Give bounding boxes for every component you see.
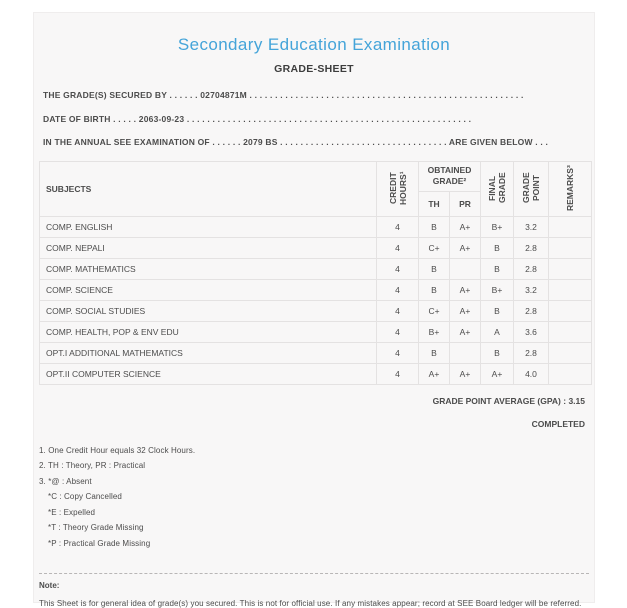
student-meta bbox=[43, 90, 585, 147]
table-row bbox=[40, 363, 592, 384]
remarks-cell bbox=[549, 258, 592, 279]
footnote: *C : Copy Cancelled bbox=[48, 492, 122, 501]
exam-suffix: ARE GIVEN BELOW . . . bbox=[448, 137, 549, 147]
th-grade-cell: B bbox=[419, 342, 450, 363]
status-badge: COMPLETED bbox=[531, 418, 585, 429]
remarks-cell bbox=[549, 363, 592, 384]
subject-cell: COMP. MATHEMATICS bbox=[40, 258, 377, 279]
dots: . . . . . bbox=[110, 113, 139, 124]
grade-point-cell: 2.8 bbox=[514, 342, 549, 363]
remarks-cell bbox=[549, 300, 592, 321]
secured-by-line bbox=[43, 90, 585, 100]
credit-cell: 4 bbox=[377, 342, 419, 363]
credit-cell: 4 bbox=[377, 363, 419, 384]
final-grade-cell: A+ bbox=[481, 363, 514, 384]
grade-point-cell: 3.6 bbox=[514, 321, 549, 342]
subject-cell: COMP. ENGLISH bbox=[40, 216, 377, 237]
note-label: Note: bbox=[39, 580, 60, 590]
table-row bbox=[40, 300, 592, 321]
header-row-1 bbox=[40, 161, 592, 191]
gpa-value: 3.15 bbox=[568, 395, 585, 406]
subject-cell: OPT.I ADDITIONAL MATHEMATICS bbox=[40, 342, 377, 363]
grade-sheet-panel bbox=[33, 12, 595, 608]
grade-point-cell: 2.8 bbox=[514, 258, 549, 279]
student-id-value: 02704871M bbox=[200, 90, 247, 100]
page-title: Secondary Education Examination bbox=[177, 35, 451, 54]
th-grade-cell: C+ bbox=[419, 300, 450, 321]
dots: . . . . . . . . . . . . . . . . . . . . . . . . . . . . . . . . . bbox=[277, 137, 449, 147]
pr-grade-cell: A+ bbox=[450, 237, 481, 258]
exam-label: IN THE ANNUAL SEE EXAMINATION OF bbox=[43, 137, 210, 147]
dots: . . . . . . bbox=[209, 137, 244, 147]
th-grade-cell: B bbox=[419, 258, 450, 279]
th-grade-cell: B bbox=[419, 216, 450, 237]
col-header-remarks: REMARKS³ bbox=[549, 161, 592, 216]
dob-label: DATE OF BIRTH bbox=[43, 113, 111, 124]
grade-point-cell: 2.8 bbox=[514, 237, 549, 258]
gpa-line bbox=[39, 396, 585, 406]
table-row bbox=[40, 237, 592, 258]
credit-cell: 4 bbox=[377, 258, 419, 279]
remarks-cell bbox=[549, 342, 592, 363]
remarks-cell bbox=[549, 237, 592, 258]
pr-grade-cell: A+ bbox=[450, 300, 481, 321]
credit-cell: 4 bbox=[377, 300, 419, 321]
final-grade-cell: B bbox=[481, 300, 514, 321]
table-row bbox=[40, 279, 592, 300]
credit-cell: 4 bbox=[377, 321, 419, 342]
footnote: *P : Practical Grade Missing bbox=[48, 538, 151, 548]
table-row bbox=[40, 342, 592, 363]
grade-point-cell: 2.8 bbox=[514, 300, 549, 321]
footnote: 2. TH : Theory, PR : Practical bbox=[39, 461, 146, 470]
table-row bbox=[40, 216, 592, 237]
final-grade-cell: B bbox=[481, 258, 514, 279]
footnotes-section bbox=[39, 446, 589, 548]
remarks-cell bbox=[549, 216, 592, 237]
credit-cell: 4 bbox=[377, 237, 419, 258]
table-row bbox=[40, 258, 592, 279]
pr-grade-cell: A+ bbox=[450, 321, 481, 342]
remarks-cell bbox=[549, 321, 592, 342]
secured-by-label: THE GRADE(S) SECURED BY bbox=[43, 90, 167, 100]
final-grade-cell: B bbox=[481, 237, 514, 258]
note-text: This Sheet is for general idea of grade(s) you secured. This is not for official use. If any mistakes appear; record at SEE Board ledger will be referred. bbox=[39, 598, 582, 608]
col-header-final-grade: FINAL GRADE bbox=[481, 161, 514, 216]
gpa-label: GRADE POINT AVERAGE (GPA) : bbox=[432, 395, 567, 406]
final-grade-cell: A bbox=[481, 321, 514, 342]
pr-grade-cell: A+ bbox=[450, 216, 481, 237]
page-subtitle: GRADE-SHEET bbox=[274, 63, 354, 75]
grade-point-cell: 3.2 bbox=[514, 216, 549, 237]
subject-cell: COMP. HEALTH, POP & ENV EDU bbox=[40, 321, 377, 342]
col-header-subjects: SUBJECTS bbox=[40, 161, 377, 216]
grades-table bbox=[39, 161, 592, 385]
date-of-birth-line bbox=[43, 114, 585, 124]
subject-cell: COMP. SOCIAL STUDIES bbox=[40, 300, 377, 321]
col-header-obtained-grade: OBTAINED GRADE² bbox=[419, 161, 481, 191]
footnote: *T : Theory Grade Missing bbox=[48, 523, 144, 532]
pr-grade-cell bbox=[450, 342, 481, 363]
credit-cell: 4 bbox=[377, 216, 419, 237]
subject-cell: OPT.II COMPUTER SCIENCE bbox=[40, 363, 377, 384]
grade-point-cell: 3.2 bbox=[514, 279, 549, 300]
dob-value: 2063-09-23 bbox=[138, 113, 185, 124]
examination-line bbox=[43, 137, 585, 147]
col-header-pr: PR bbox=[450, 191, 481, 216]
summary-section bbox=[39, 396, 589, 429]
table-row bbox=[40, 321, 592, 342]
pr-grade-cell: A+ bbox=[450, 279, 481, 300]
exam-year-value: 2079 BS bbox=[243, 137, 278, 147]
footnote: *E : Expelled bbox=[48, 507, 96, 517]
footnote: 3. *@ : Absent bbox=[39, 476, 92, 486]
dashed-divider bbox=[39, 573, 589, 574]
final-grade-cell: B+ bbox=[481, 279, 514, 300]
final-grade-cell: B bbox=[481, 342, 514, 363]
col-header-grade-point: GRADE POINT bbox=[514, 161, 549, 216]
credit-cell: 4 bbox=[377, 279, 419, 300]
pr-grade-cell: A+ bbox=[450, 363, 481, 384]
th-grade-cell: C+ bbox=[419, 237, 450, 258]
subject-cell: COMP. SCIENCE bbox=[40, 279, 377, 300]
final-grade-cell: B+ bbox=[481, 216, 514, 237]
th-grade-cell: A+ bbox=[419, 363, 450, 384]
pr-grade-cell bbox=[450, 258, 481, 279]
dots: . . . . . . . . . . . . . . . . . . . . . . . . . . . . . . . . . . . . . . . . . . . . . . . . . . . . . . . . bbox=[184, 113, 472, 124]
th-grade-cell: B+ bbox=[419, 321, 450, 342]
col-header-credit-hours: CREDIT HOURS¹ bbox=[377, 161, 419, 216]
remarks-cell bbox=[549, 279, 592, 300]
th-grade-cell: B bbox=[419, 279, 450, 300]
dots: . . . . . . bbox=[166, 90, 201, 100]
col-header-th: TH bbox=[419, 191, 450, 216]
footnote: 1. One Credit Hour equals 32 Clock Hours. bbox=[39, 445, 196, 455]
subject-cell: COMP. NEPALI bbox=[40, 237, 377, 258]
grade-point-cell: 4.0 bbox=[514, 363, 549, 384]
dots: . . . . . . . . . . . . . . . . . . . . . . . . . . . . . . . . . . . . . . . . . . . . . . . . . . . . . . bbox=[246, 90, 524, 100]
